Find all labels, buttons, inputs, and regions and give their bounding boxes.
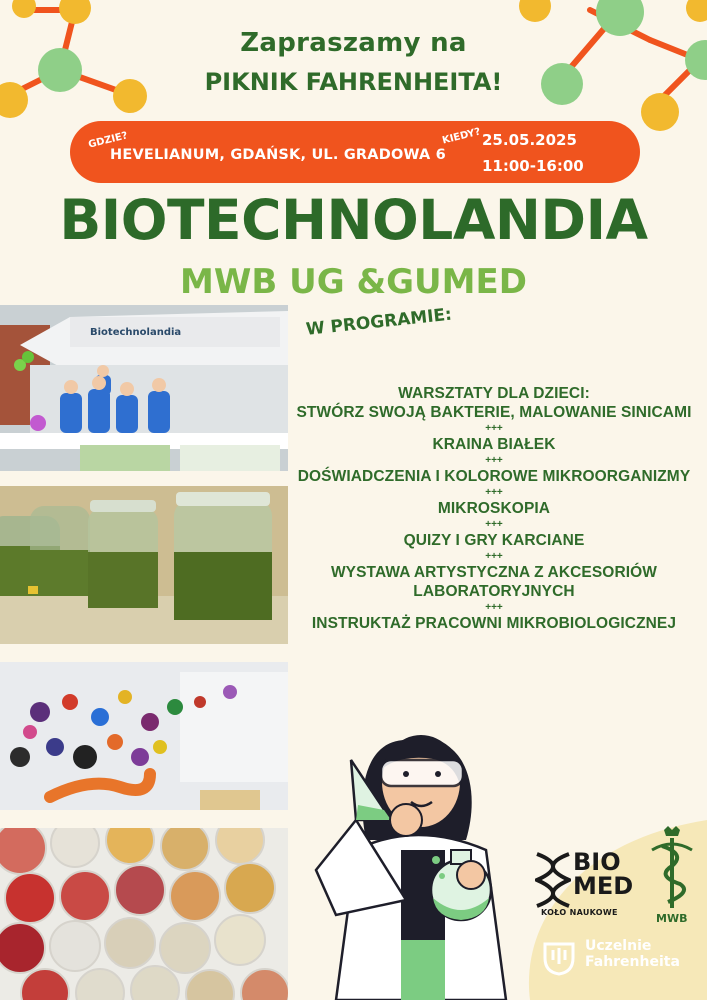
info-bar: [70, 121, 640, 183]
when-label: KIEDY?: [441, 126, 482, 147]
program-item: MIKROSKOPIA: [437, 500, 551, 517]
caduceus-icon: [642, 826, 702, 912]
biomed-line2: MED: [573, 872, 634, 900]
program-separator: +++: [485, 487, 503, 498]
uczelnie-fahrenheita-logo: [535, 934, 705, 978]
program-item: WYSTAWA ARTYSTYCZNA Z AKCESORIÓW: [330, 564, 658, 581]
fahrenheit-emblem-icon: [539, 936, 579, 976]
dna-icon: [535, 852, 571, 908]
photo-plates: [0, 828, 288, 1000]
program-item: WARSZTATY DLA DZIECI:: [398, 385, 590, 402]
photo-clay: [0, 662, 288, 810]
address: HEVELIANUM, GDAŃSK, UL. GRADOWA 6: [110, 147, 446, 163]
invite-line: Zapraszamy na: [240, 28, 467, 58]
program-item: KRAINA BIAŁEK: [432, 436, 556, 453]
biomed-subtitle: KOŁO NAUKOWE: [541, 908, 618, 917]
program-item: QUIZY I GRY KARCIANE: [403, 532, 585, 549]
date: 25.05.2025: [482, 131, 577, 149]
stand-banner-text: Biotechnolandia: [90, 327, 182, 338]
program-separator: +++: [485, 519, 503, 530]
uf-line2: Fahrenheita: [585, 954, 680, 970]
where-label: GDZIE?: [87, 130, 129, 151]
program-separator: +++: [485, 455, 503, 466]
program-separator: +++: [485, 602, 503, 613]
program-separator: +++: [485, 423, 503, 434]
program-list: [290, 384, 698, 633]
program-item: LABORATORYJNYCH: [413, 583, 575, 600]
photo-jars: [0, 486, 288, 644]
program-item: STWÓRZ SWOJĄ BAKTERIE, MALOWANIE SINICAMI: [296, 404, 692, 421]
uf-line1: Uczelnie: [585, 938, 652, 954]
mwb-text: MWB: [656, 912, 688, 925]
scientist-illustration: [296, 700, 546, 1000]
photo-stand: [0, 305, 288, 471]
biomed-line1: BIO: [573, 848, 621, 876]
program-item: INSTRUKTAŻ PRACOWNI MIKROBIOLOGICZNEJ: [311, 615, 677, 632]
subtitle: MWB UG &GUMED: [180, 262, 527, 302]
program-item: DOŚWIADCZENIA I KOLOROWE MIKROORGANIZMY: [297, 468, 691, 485]
program-separator: +++: [485, 551, 503, 562]
mwb-logo: [642, 826, 702, 930]
hours: 11:00-16:00: [482, 157, 584, 175]
event-name: PIKNIK FAHRENHEITA!: [204, 68, 503, 96]
main-title: BIOTECHNOLANDIA: [59, 188, 648, 252]
biomed-logo: [535, 850, 635, 930]
program-label: W PROGRAMIE:: [305, 304, 453, 340]
